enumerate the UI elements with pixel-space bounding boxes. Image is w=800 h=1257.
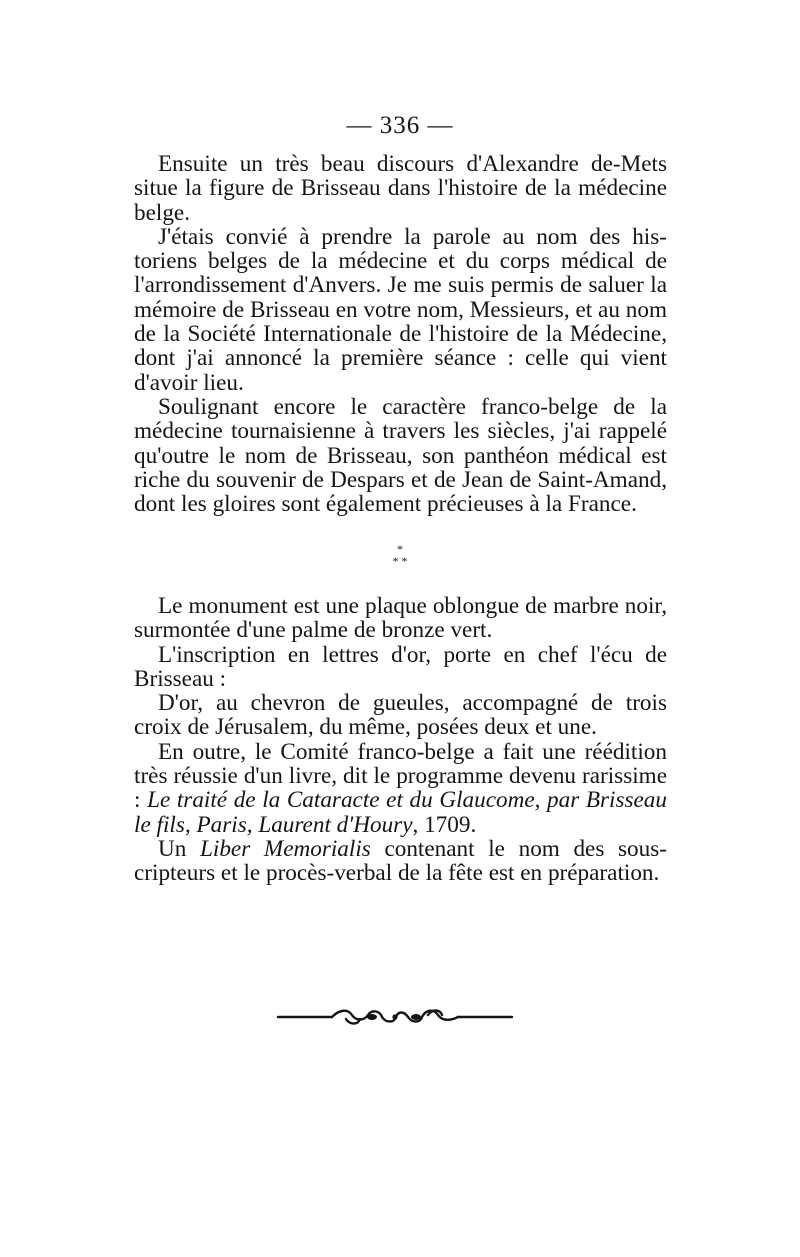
paragraph [134,740,667,837]
asterism-bottom: * * [392,554,408,568]
paragraph-text: contenant le nom des souscripteurs et le procès-verbal de la fête est en préparation. [134,835,667,887]
asterism-top: * [397,542,403,556]
page-number: — 336 — [346,112,454,139]
section-2 [134,594,667,886]
publication-year: , 1709. [412,811,477,838]
asterism-divider [0,543,800,567]
paragraph: Soulignant encore le caractère franco-belge de la médecine tournaisienne à travers les siècles, j'ai rappelé qu'outre le nom de Brisseau, son panthéon médical est riche du souvenir de Despars et de Jean de Saint-Amand, dont les gloires sont également précieuses à la France. [134,393,667,518]
paragraph-prefix: Un [158,835,200,862]
scroll-flourish-icon [276,1003,514,1031]
paragraph: Ensuite un très beau discours d'Alexandre de-Mets situe la figure de Brisseau dans l'histoire de la médecine belge. [134,151,667,226]
paragraph: J'étais convié à prendre la parole au nom des historiens belges de la médecine et du corps médical de l'arrondissement d'Anvers. Je me suis permis de saluer la mémoire de Brisseau en votre nom, Messieurs, et au nom de la Société Internationale de l'histoire de la Médecine, dont j'ai annoncé la première séance : celle qui vient d'avoir lieu. [134,223,667,396]
book-title: Liber Memorialis [199,835,371,862]
section-1 [134,152,667,516]
paragraph-text: En outre, le Comité franco-belge a fait une réédition très réussie d'un livre, dit le programme devenu rarissime : [134,738,667,814]
paragraph [134,837,667,886]
book-title: Le traité de la Cataracte et du Glaucome, par Brisseau le fils, Paris, Laurent d'Houry [134,787,667,838]
paragraph: Le monument est une plaque oblongue de marbre noir, surmontée d'une palme de bronze vert. [134,593,667,644]
paragraph: L'inscription en lettres d'or, porte en chef l'écu de Brisseau : [134,641,667,692]
paragraph: D'or, au chevron de gueules, accompagné de trois croix de Jérusalem, du même, posées deux et une. [134,690,667,741]
